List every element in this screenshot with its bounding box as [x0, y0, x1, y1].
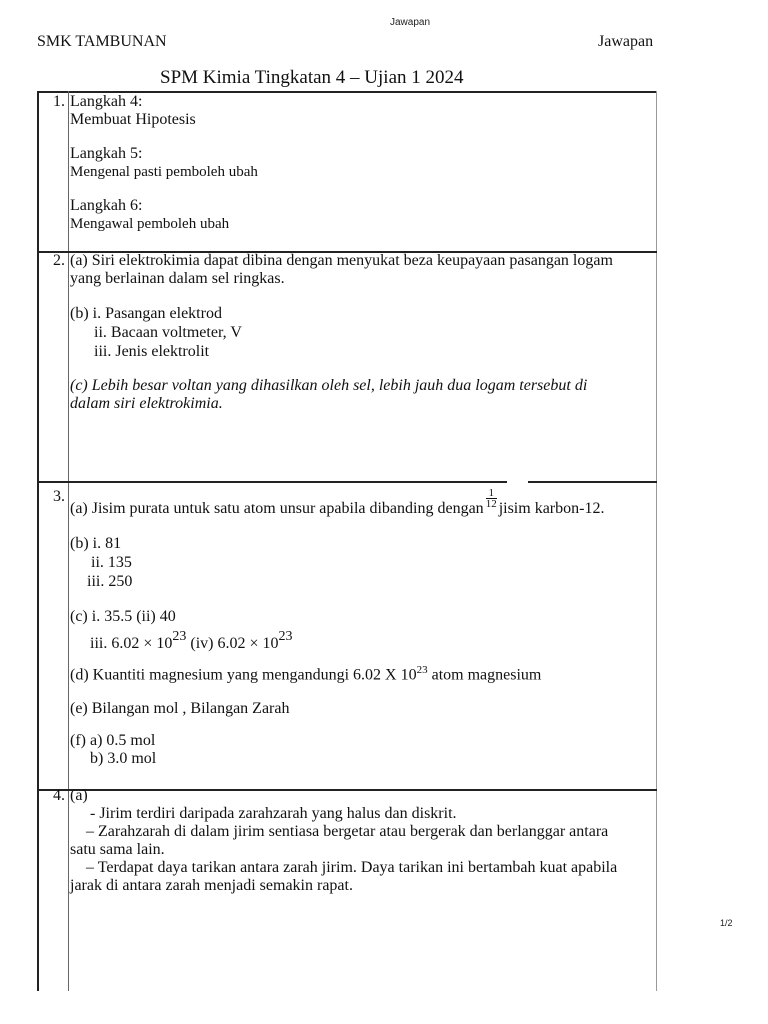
exponent: 23 [416, 664, 428, 676]
q3-part-d [70, 661, 630, 684]
q3-part-a-text: jisim karbon-12. [498, 500, 605, 517]
q2-part-b-item: iii. Jenis elektrolit [94, 343, 210, 360]
q1-step-label: Langkah 5: [70, 145, 143, 162]
q3-part-e: (e) Bilangan mol , Bilangan Zarah [70, 700, 290, 718]
q4-part-a-label: (a) [70, 787, 88, 804]
running-header: Jawapan [390, 17, 431, 28]
table-right-border [656, 91, 657, 991]
q3-part-d-text: (d) Kuantiti magnesium yang mengandungi 6.02 X 10 [70, 666, 417, 684]
row-divider [528, 481, 657, 483]
answer-q2 [70, 252, 630, 413]
question-number: 3. [53, 488, 65, 505]
exponent: 23 [172, 629, 187, 644]
q3-part-a-text: (a) Jisim purata untuk satu atom unsur apabila dibanding dengan [70, 500, 484, 517]
school-name: SMK TAMBUNAN [37, 33, 167, 50]
q3-part-a [70, 488, 630, 518]
q2-part-c: (c) Lebih besar voltan yang dihasilkan oleh sel, lebih jauh dua logam tersebut di dalam siri elektrokimia. [70, 377, 588, 412]
fraction [486, 488, 497, 509]
page-title: SPM Kimia Tingkatan 4 – Ujian 1 2024 [160, 67, 464, 88]
table-column-divider [68, 91, 69, 991]
question-number: 4. [53, 787, 65, 804]
q1-step-text: Membuat Hipotesis [70, 111, 196, 128]
table-left-border [37, 91, 39, 991]
q1-step-text: Mengenal pasti pemboleh ubah [70, 164, 258, 180]
q3-part-c-text: iii. 6.02 × 10 [90, 635, 173, 652]
q3-part-f-item: b) 3.0 mol [90, 750, 157, 768]
fraction-denominator: 12 [485, 498, 497, 510]
page-number: 1/2 [720, 918, 733, 928]
q4-point: - Jirim terdiri daripada zarahzarah yang halus dan diskrit. [90, 805, 457, 822]
q1-step-label: Langkah 6: [70, 197, 143, 214]
q3-part-c-text: (iv) 6.02 × 10 [186, 635, 279, 652]
answer-q1 [70, 93, 630, 233]
fraction-numerator: 1 [486, 488, 497, 499]
header-right-label: Jawapan [598, 33, 654, 50]
question-number: 1. [53, 93, 65, 110]
answer-q4 [70, 787, 630, 895]
q3-part-f-item: (f) a) 0.5 mol [70, 732, 156, 750]
q2-part-a: (a) Siri elektrokimia dapat dibina dengan menyukat beza keupayaan pasangan logam yang berlainan dalam sel ringkas. [70, 252, 613, 287]
q4-point: – Zarahzarah di dalam jirim sentiasa bergetar atau bergerak dan berlanggar antara satu sama lain. [70, 823, 609, 858]
answer-q3 [70, 488, 630, 768]
row-divider [37, 481, 507, 483]
q3-part-c-line: (c) i. 35.5 (ii) 40 [70, 608, 176, 625]
q3-part-d-text: atom magnesium [427, 666, 542, 684]
exponent: 23 [278, 629, 293, 644]
q3-part-b-item: (b) i. 81 [70, 535, 122, 552]
q1-step-text: Mengawal pemboleh ubah [70, 216, 230, 232]
q3-part-c-line [70, 626, 630, 655]
q2-part-b-item: ii. Bacaan voltmeter, V [94, 324, 242, 341]
q4-point: – Terdapat daya tarikan antara zarah jirim. Daya tarikan ini bertambah kuat apabila jarak di antara zarah menjadi semakin rapat. [70, 859, 618, 894]
q2-part-b-item: (b) i. Pasangan elektrod [70, 305, 222, 322]
q1-step-label: Langkah 4: [70, 93, 143, 110]
question-number: 2. [53, 252, 65, 269]
q3-part-b-item: ii. 135 [91, 554, 132, 571]
q3-part-b-item: iii. 250 [87, 573, 133, 590]
